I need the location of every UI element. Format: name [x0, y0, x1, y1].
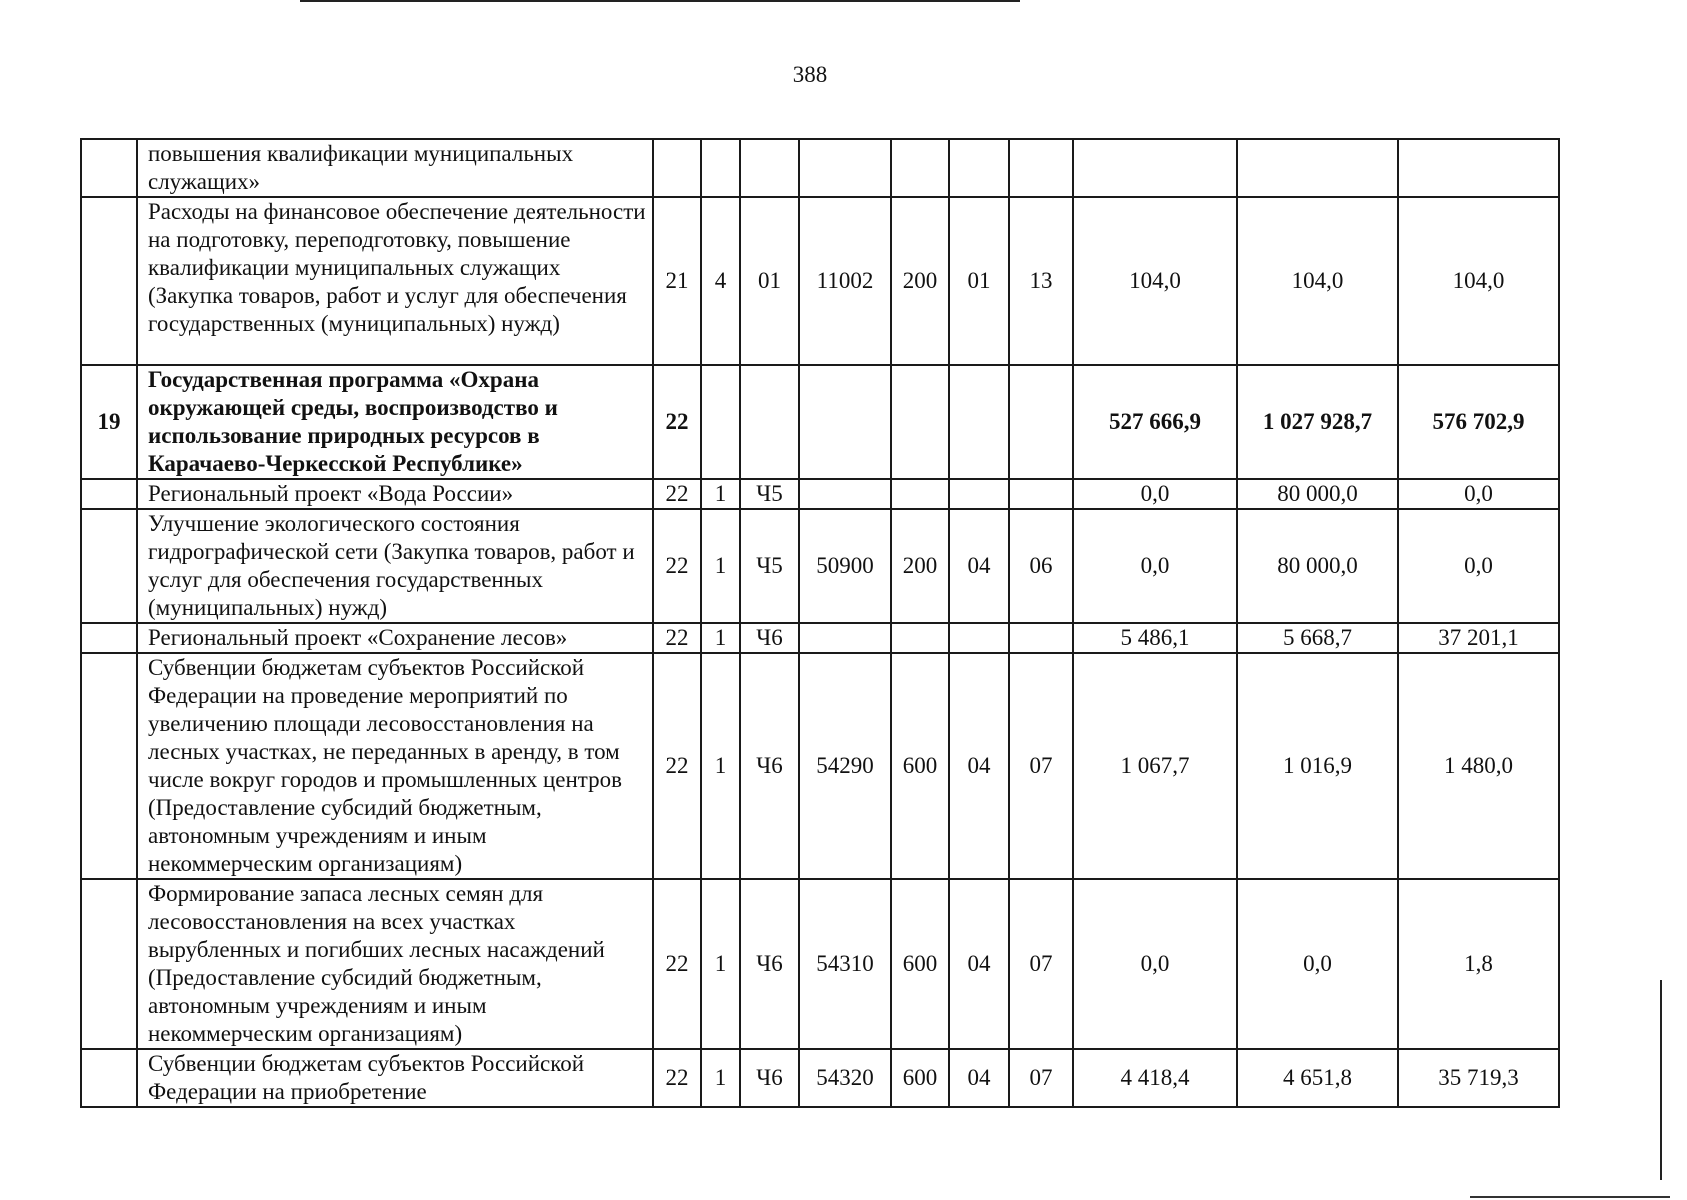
code-direction: [799, 365, 891, 479]
row-name: повышения квалификации муниципальных служащих»: [137, 139, 653, 197]
row-name: Субвенции бюджетам субъектов Российской Федерации на приобретение: [137, 1049, 653, 1107]
amount-year-1: 0,0: [1073, 879, 1237, 1049]
code-section: 01: [949, 197, 1009, 365]
code-subsection: [1009, 623, 1073, 653]
code-om: Ч6: [740, 623, 799, 653]
amount-year-3: 0,0: [1398, 479, 1559, 509]
table-row: [81, 1049, 1559, 1107]
code-subsection: [1009, 139, 1073, 197]
row-name: Улучшение экологического состояния гидрографической сети (Закупка товаров, работ и услуг для обеспечения государственных (муниципальных) нужд): [137, 509, 653, 623]
row-name: Субвенции бюджетам субъектов Российской Федерации на проведение мероприятий по увеличению площади лесовосстановления на лесных участках, не переданных в аренду, в том числе вокруг городов и промышленных центров (Предоставление субсидий бюджетным, автономным учреждениям и иным некоммерческим организациям): [137, 653, 653, 879]
amount-year-2: 80 000,0: [1237, 479, 1398, 509]
amount-year-2: 104,0: [1237, 197, 1398, 365]
scan-edge-right: [1660, 980, 1662, 1180]
table-row: [81, 197, 1559, 365]
row-number: [81, 509, 137, 623]
amount-year-2: 1 016,9: [1237, 653, 1398, 879]
code-gp: 21: [653, 197, 701, 365]
code-section: [949, 139, 1009, 197]
code-section: 04: [949, 1049, 1009, 1107]
code-pp: 1: [701, 1049, 740, 1107]
code-expense-type: 600: [891, 1049, 949, 1107]
code-gp: 22: [653, 653, 701, 879]
code-gp: 22: [653, 879, 701, 1049]
code-pp: 4: [701, 197, 740, 365]
amount-year-2: 1 027 928,7: [1237, 365, 1398, 479]
code-direction: 50900: [799, 509, 891, 623]
scan-edge-top: [300, 0, 1020, 2]
code-om: 01: [740, 197, 799, 365]
code-subsection: 07: [1009, 879, 1073, 1049]
row-number: [81, 479, 137, 509]
code-direction: 54290: [799, 653, 891, 879]
amount-year-2: 5 668,7: [1237, 623, 1398, 653]
code-expense-type: [891, 479, 949, 509]
code-subsection: [1009, 365, 1073, 479]
table-row: [81, 509, 1559, 623]
amount-year-1: 527 666,9: [1073, 365, 1237, 479]
code-om: [740, 365, 799, 479]
row-number: [81, 139, 137, 197]
code-gp: 22: [653, 1049, 701, 1107]
code-subsection: 07: [1009, 1049, 1073, 1107]
amount-year-1: 1 067,7: [1073, 653, 1237, 879]
code-direction: [799, 139, 891, 197]
amount-year-3: 104,0: [1398, 197, 1559, 365]
row-number: [81, 879, 137, 1049]
code-pp: 1: [701, 623, 740, 653]
amount-year-3: 576 702,9: [1398, 365, 1559, 479]
code-subsection: 13: [1009, 197, 1073, 365]
code-subsection: 06: [1009, 509, 1073, 623]
code-pp: [701, 139, 740, 197]
scan-edge-bottom: [1470, 1196, 1670, 1198]
code-expense-type: [891, 139, 949, 197]
code-gp: 22: [653, 479, 701, 509]
code-om: [740, 139, 799, 197]
row-name: Региональный проект «Вода России»: [137, 479, 653, 509]
row-name: Расходы на финансовое обеспечение деятельности на подготовку, переподготовку, повышение квалификации муниципальных служащих (Закупка товаров, работ и услуг для обеспечения государственных (муниципальных) нужд): [137, 197, 653, 365]
amount-year-2: 80 000,0: [1237, 509, 1398, 623]
code-om: Ч6: [740, 653, 799, 879]
amount-year-3: 35 719,3: [1398, 1049, 1559, 1107]
row-number: [81, 197, 137, 365]
code-expense-type: 600: [891, 879, 949, 1049]
code-section: [949, 623, 1009, 653]
row-name: Формирование запаса лесных семян для лесовосстановления на всех участках вырубленных и погибших лесных насаждений (Предоставление субсидий бюджетным, автономным учреждениям и иным некоммерческим организациям): [137, 879, 653, 1049]
code-pp: 1: [701, 653, 740, 879]
code-pp: 1: [701, 509, 740, 623]
table-row: [81, 653, 1559, 879]
table-row: [81, 139, 1559, 197]
amount-year-2: [1237, 139, 1398, 197]
amount-year-3: 0,0: [1398, 509, 1559, 623]
amount-year-1: 4 418,4: [1073, 1049, 1237, 1107]
amount-year-1: 0,0: [1073, 479, 1237, 509]
amount-year-1: [1073, 139, 1237, 197]
code-subsection: 07: [1009, 653, 1073, 879]
amount-year-1: 5 486,1: [1073, 623, 1237, 653]
code-section: [949, 365, 1009, 479]
code-om: Ч6: [740, 879, 799, 1049]
amount-year-1: 104,0: [1073, 197, 1237, 365]
amount-year-3: [1398, 139, 1559, 197]
code-direction: [799, 623, 891, 653]
code-expense-type: 200: [891, 509, 949, 623]
code-om: Ч5: [740, 479, 799, 509]
row-name: Государственная программа «Охрана окружающей среды, воспроизводство и использование природных ресурсов в Карачаево-Черкесской Республике»: [137, 365, 653, 479]
code-section: 04: [949, 509, 1009, 623]
table-row: [81, 365, 1559, 479]
code-gp: 22: [653, 623, 701, 653]
code-section: 04: [949, 653, 1009, 879]
page-number: 388: [792, 62, 828, 87]
code-direction: [799, 479, 891, 509]
code-direction: 11002: [799, 197, 891, 365]
code-expense-type: [891, 365, 949, 479]
amount-year-1: 0,0: [1073, 509, 1237, 623]
table-row: [81, 479, 1559, 509]
row-number: [81, 653, 137, 879]
code-direction: 54320: [799, 1049, 891, 1107]
amount-year-2: 0,0: [1237, 879, 1398, 1049]
table-row: [81, 879, 1559, 1049]
table-row: [81, 623, 1559, 653]
code-om: Ч5: [740, 509, 799, 623]
code-section: [949, 479, 1009, 509]
code-direction: 54310: [799, 879, 891, 1049]
budget-table: [80, 138, 1560, 1108]
amount-year-3: 37 201,1: [1398, 623, 1559, 653]
code-expense-type: 600: [891, 653, 949, 879]
row-number: [81, 623, 137, 653]
code-subsection: [1009, 479, 1073, 509]
amount-year-3: 1,8: [1398, 879, 1559, 1049]
code-gp: [653, 139, 701, 197]
code-om: Ч6: [740, 1049, 799, 1107]
row-name: Региональный проект «Сохранение лесов»: [137, 623, 653, 653]
code-pp: 1: [701, 879, 740, 1049]
code-section: 04: [949, 879, 1009, 1049]
amount-year-3: 1 480,0: [1398, 653, 1559, 879]
code-gp: 22: [653, 509, 701, 623]
amount-year-2: 4 651,8: [1237, 1049, 1398, 1107]
code-gp: 22: [653, 365, 701, 479]
code-pp: 1: [701, 479, 740, 509]
code-expense-type: [891, 623, 949, 653]
row-number: 19: [81, 365, 137, 479]
code-expense-type: 200: [891, 197, 949, 365]
code-pp: [701, 365, 740, 479]
row-number: [81, 1049, 137, 1107]
